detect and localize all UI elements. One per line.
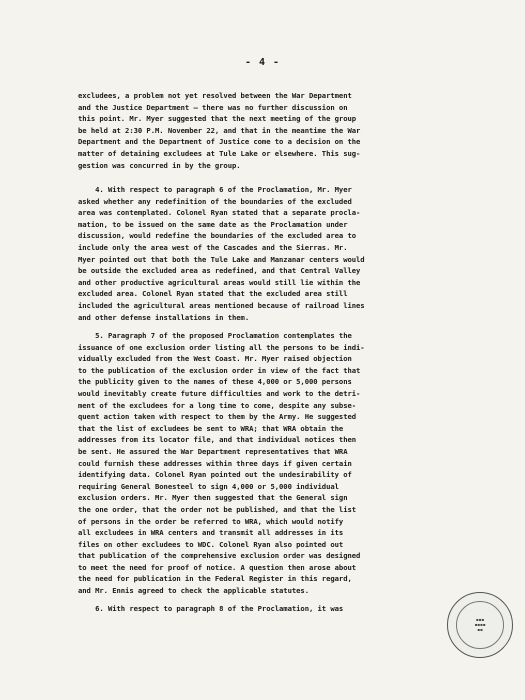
text-line: identifying data. Colonel Ryan pointed out the undesirability of [78, 470, 352, 480]
text-line: vidually excluded from the West Coast. Mr. Myer raised objection [78, 354, 352, 364]
text-line: the one order, that the order not be published, and that the list [78, 504, 357, 514]
text-line: addresses from its locator file, and that individual notices then [78, 435, 357, 445]
archive-seal-mark: ▪▪▪ ▪▪▪▪ ▪▪ [474, 617, 486, 632]
paragraph-4 [78, 603, 456, 615]
text-line: be outside the excluded area as redefined, and that Central Valley [78, 266, 361, 276]
text-line: would inevitably create future difficulties and work to the detri- [78, 388, 361, 398]
text-line: files on other excludees to WDC. Colonel Ryan also pointed out [78, 539, 344, 549]
text-line: be sent. He assured the War Department representatives that WRA [78, 446, 348, 456]
paragraph-2 [78, 184, 456, 323]
text-line: excluded area. Colonel Ryan stated that the excluded area still [78, 289, 348, 299]
text-line: asked whether any redefinition of the boundaries of the excluded [78, 196, 352, 206]
text-line: Department and the Department of Justice come to a decision on the [78, 137, 361, 147]
text-line: this point. Mr. Myer suggested that the next meeting of the group [78, 114, 357, 124]
page-number: - 4 - [244, 57, 281, 68]
text-line: exclusion orders. Mr. Myer then suggested that the General sign [78, 493, 348, 503]
text-line: could furnish these addresses within three days if given certain [78, 458, 352, 468]
text-line: Myer pointed out that both the Tule Lake and Manzanar centers would [78, 254, 365, 264]
text-line: 5. Paragraph 7 of the proposed Proclamation contemplates the [78, 331, 352, 340]
text-line: matter of detaining excludees at Tule Lake or elsewhere. This sug- [78, 148, 361, 158]
text-line: and Mr. Ennis agreed to check the applicable statutes. [78, 586, 309, 596]
text-line: 6. With respect to paragraph 8 of the Proclamation, it was [78, 604, 344, 613]
text-line: to the publication of the exclusion order in view of the fact that [78, 365, 361, 375]
text-line: requiring General Bonesteel to sign 4,000 or 5,000 individual [78, 481, 339, 491]
text-line: included the agricultural areas mentioned because of railroad lines [78, 300, 365, 310]
archive-seal-stamp [447, 592, 513, 658]
text-line: discussion, would redefine the boundaries of the excluded area to [78, 231, 357, 241]
text-line: ment of the excludees for a long time to come, despite any subse- [78, 400, 357, 410]
text-line: include only the area west of the Cascades and the Sierras. Mr. [78, 242, 348, 252]
text-line: quent action taken with respect to them by the Army. He suggested [78, 412, 357, 422]
paragraph-3 [78, 330, 456, 597]
text-line: gestion was concurred in by the group. [78, 160, 241, 170]
text-line: area was contemplated. Colonel Ryan stated that a separate procla- [78, 208, 361, 218]
text-line: and other productive agricultural areas would still lie within the [78, 277, 361, 287]
text-line: be held at 2:30 P.M. November 22, and that in the meantime the War [78, 125, 361, 135]
paragraph-1 [78, 90, 456, 171]
text-line: all excludees in WRA centers and transmit all addresses in its [78, 528, 344, 538]
text-line: to meet the need for proof of notice. A question then arose about [78, 562, 357, 572]
text-line: that publication of the comprehensive exclusion order was designed [78, 551, 361, 561]
text-line: of persons in the order be referred to WRA, which would notify [78, 516, 344, 526]
text-line: and the Justice Department — there was no further discussion on [78, 102, 348, 112]
text-line: 4. With respect to paragraph 6 of the Proclamation, Mr. Myer [78, 185, 352, 194]
text-line: mation, to be issued on the same date as the Proclamation under [78, 219, 348, 229]
text-line: that the list of excludees be sent to WRA; that WRA obtain the [78, 423, 344, 433]
text-line: and other defense installations in them. [78, 312, 250, 322]
text-line: the publicity given to the names of these 4,000 or 5,000 persons [78, 377, 352, 387]
text-line: excludees, a problem not yet resolved between the War Department [78, 91, 352, 100]
text-line: the need for publication in the Federal Register in this regard, [78, 574, 352, 584]
text-line: issuance of one exclusion order listing all the persons to be indi- [78, 342, 365, 352]
